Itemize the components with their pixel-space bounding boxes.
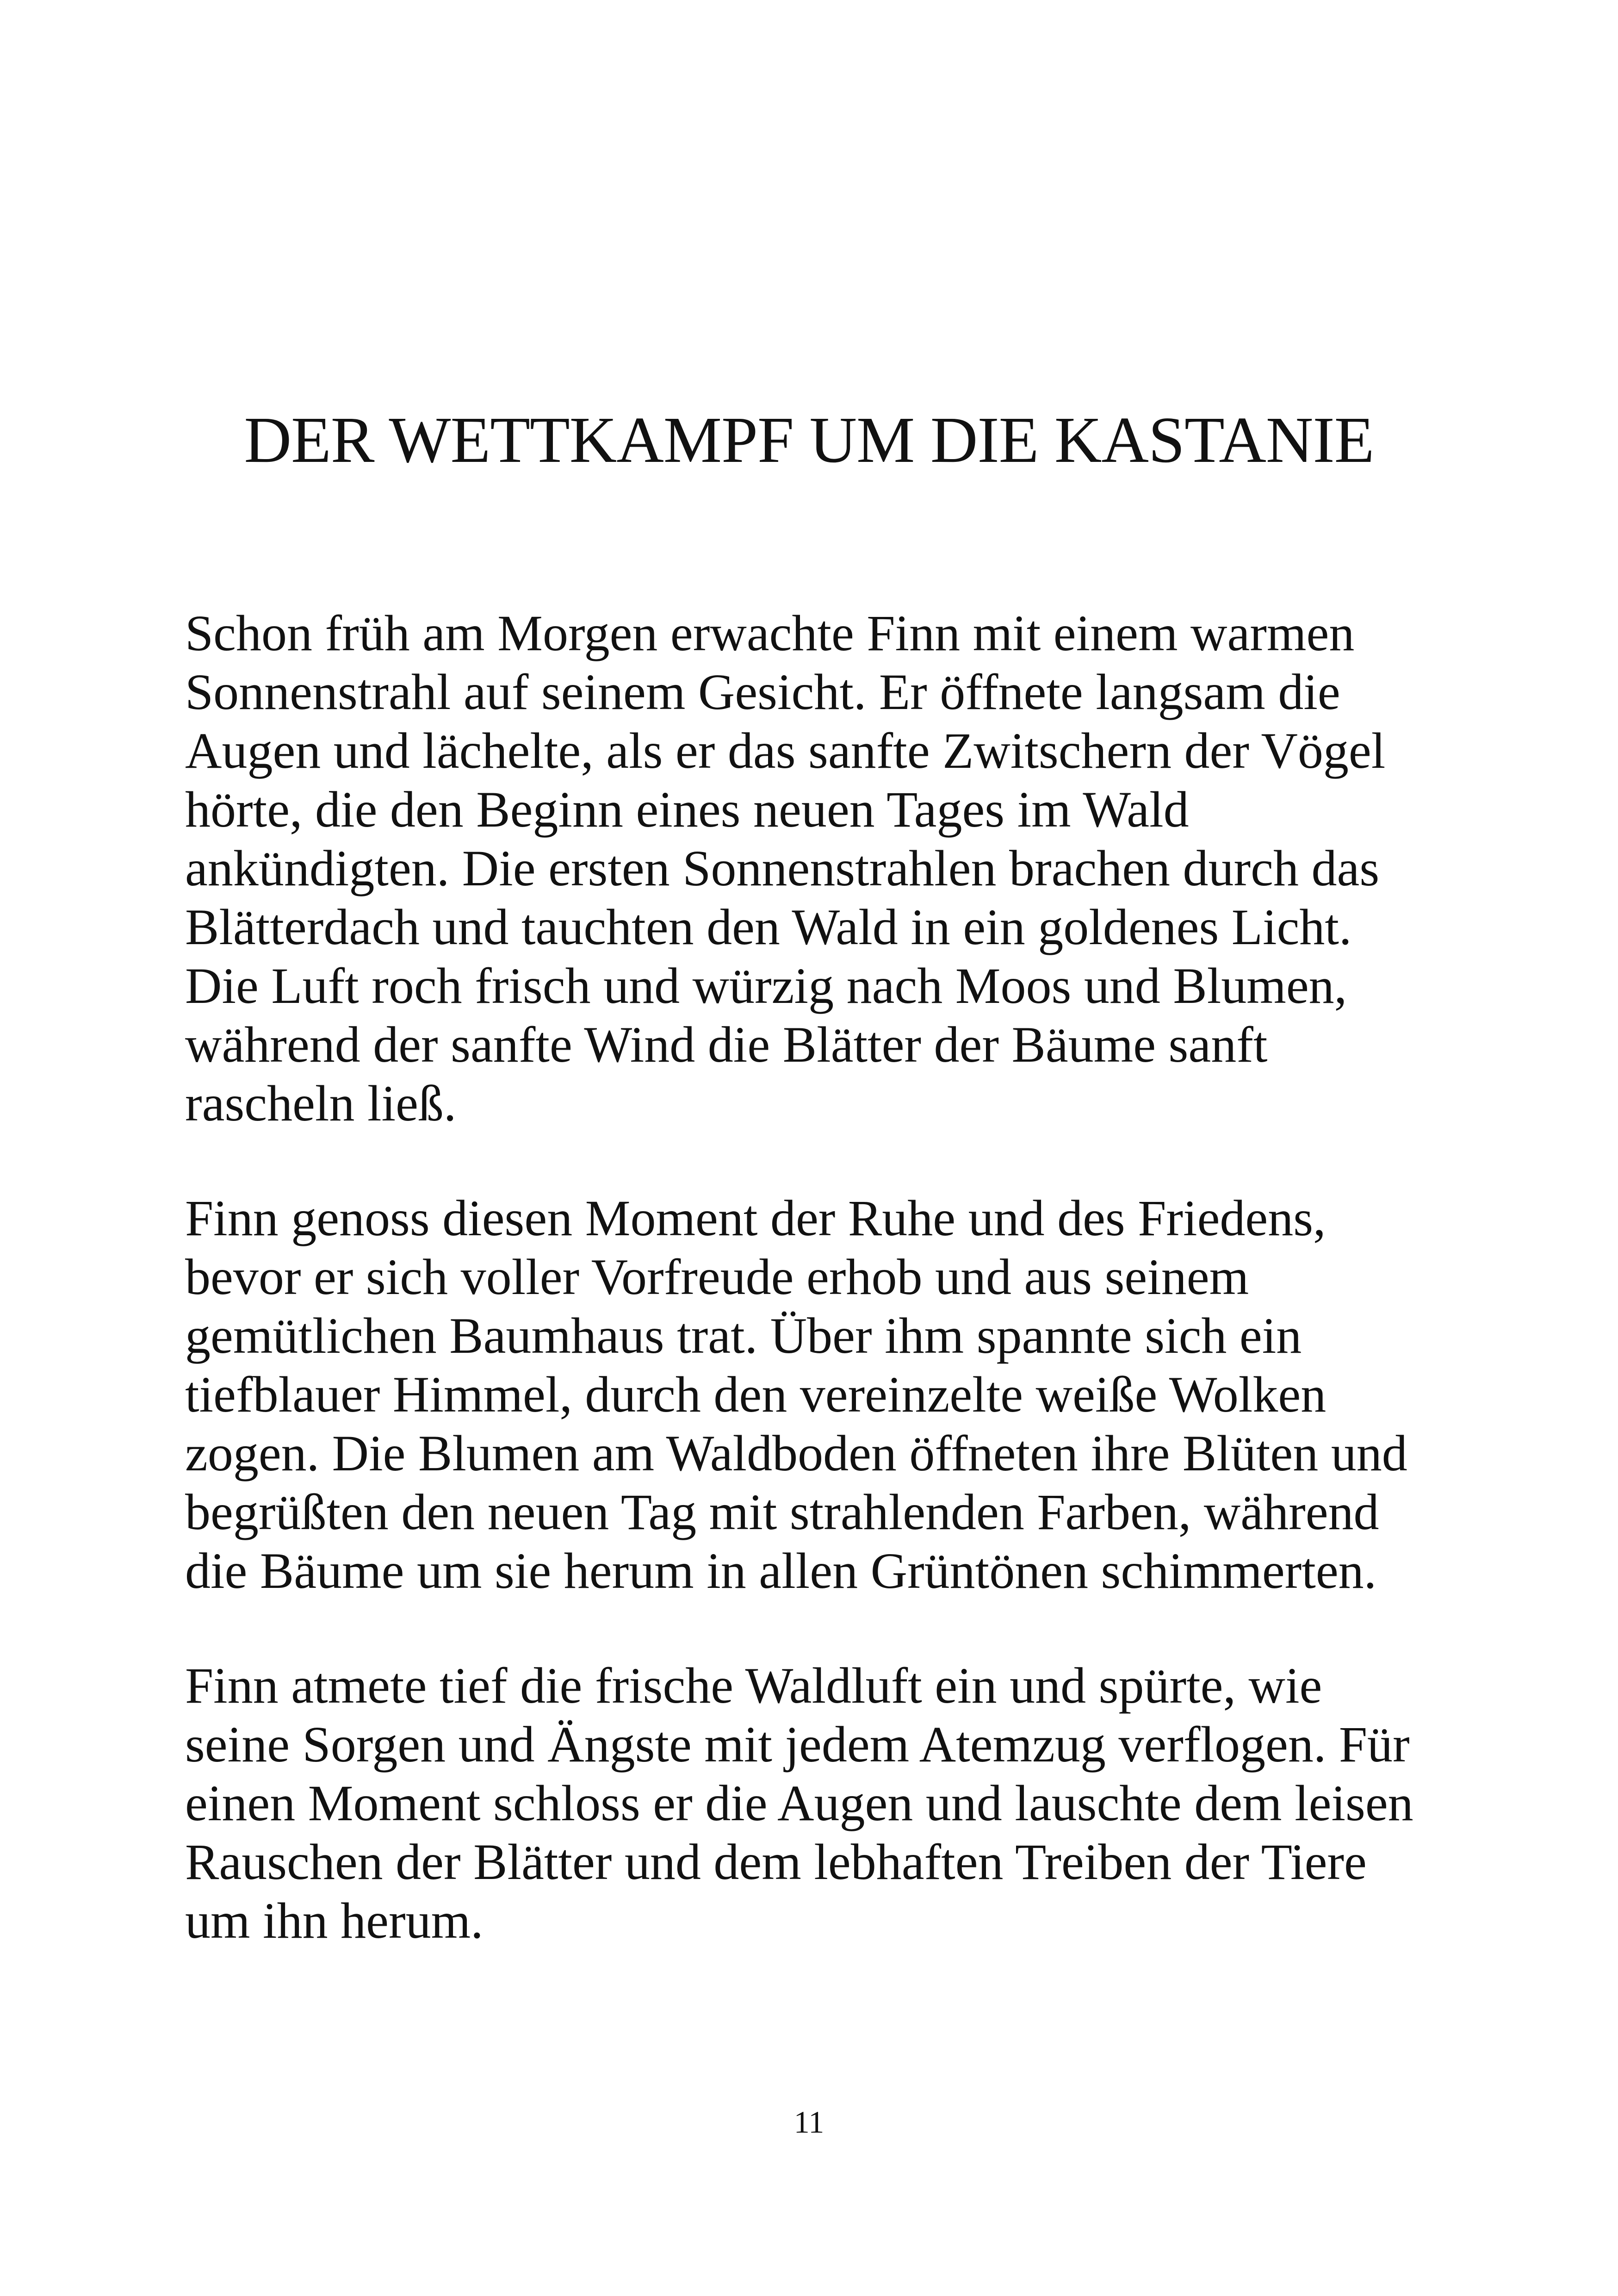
text-line: Finn genoss diesen Moment der Ruhe und des Friedens, <box>185 1190 1326 1246</box>
text-line: tiefblauer Himmel, durch den vereinzelte weiße Wolken <box>185 1366 1327 1423</box>
text-line: Blätterdach und tauchten den Wald in ein goldenes Licht. <box>185 899 1352 955</box>
text-line: Rauschen der Blätter und dem lebhaften Treiben der Tiere <box>185 1834 1367 1890</box>
text-line: seine Sorgen und Ängste mit jedem Atemzug verflogen. Für <box>185 1716 1410 1773</box>
chapter-title: DER WETTKAMPF UM DIE KASTANIE <box>244 403 1374 476</box>
paragraph <box>185 1189 1481 1600</box>
text-line: Die Luft roch frisch und würzig nach Moos und Blumen, <box>185 958 1347 1014</box>
text-line: zogen. Die Blumen am Waldboden öffneten ihre Blüten und <box>185 1425 1407 1481</box>
text-line: Schon früh am Morgen erwachte Finn mit einem warmen <box>185 605 1355 661</box>
text-line: Finn atmete tief die frische Waldluft ein und spürte, wie <box>185 1657 1322 1714</box>
text-line: Sonnenstrahl auf seinem Gesicht. Er öffnete langsam die <box>185 664 1340 720</box>
text-line: begrüßten den neuen Tag mit strahlenden Farben, während <box>185 1484 1379 1540</box>
text-line: Augen und lächelte, als er das sanfte Zwitschern der Vögel <box>185 722 1386 779</box>
text-line: um ihn herum. <box>185 1892 484 1949</box>
paragraph <box>185 1656 1481 1950</box>
text-line: einen Moment schloss er die Augen und lauschte dem leisen <box>185 1775 1413 1831</box>
text-line: bevor er sich voller Vorfreude erhob und aus seinem <box>185 1249 1249 1305</box>
text-line: ankündigten. Die ersten Sonnenstrahlen brachen durch das <box>185 840 1380 896</box>
paragraph <box>185 604 1481 1133</box>
page-number: 11 <box>794 2104 824 2140</box>
text-line: hörte, die den Beginn eines neuen Tages im Wald <box>185 781 1189 838</box>
text-line: während der sanfte Wind die Blätter der Bäume sanft <box>185 1016 1268 1073</box>
text-line: gemütlichen Baumhaus trat. Über ihm spannte sich ein <box>185 1307 1302 1364</box>
text-line: die Bäume um sie herum in allen Grüntönen schimmerten. <box>185 1543 1377 1599</box>
text-line: rascheln ließ. <box>185 1075 457 1132</box>
body-text <box>185 604 1481 2006</box>
